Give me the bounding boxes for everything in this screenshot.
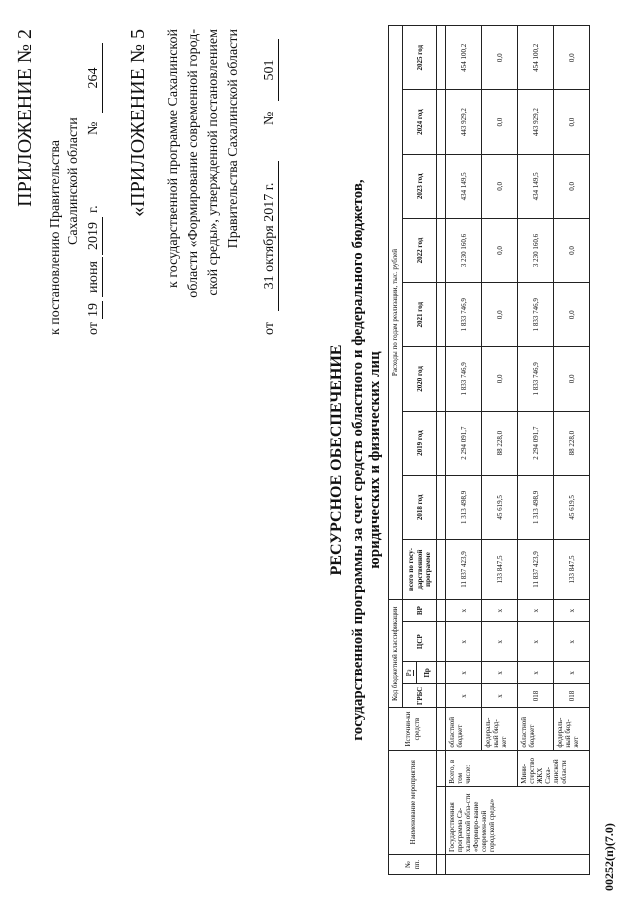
row-total: 133 847,5	[482, 539, 518, 599]
row-csr: x	[518, 622, 554, 662]
row-source: федераль-ный бюд-жет	[554, 708, 590, 750]
row-value-2021: 0,0	[482, 283, 518, 347]
row-value-2019: 88 228,0	[554, 411, 590, 475]
header-vr: ВР	[403, 600, 437, 622]
row-source: федераль-ный бюд-жет	[482, 708, 518, 750]
row-csr: x	[554, 622, 590, 662]
document-subheading-2: юридических и физических лиц	[367, 351, 383, 569]
date-month: июня	[86, 257, 103, 297]
row-value-2018: 1 313 498,9	[446, 475, 482, 539]
row-value-2024: 0,0	[554, 90, 590, 154]
document-number: 264	[86, 43, 103, 113]
header-grbs: ГРБС	[403, 684, 437, 708]
number-label: №	[262, 111, 277, 125]
row-total: 133 847,5	[554, 539, 590, 599]
row-value-2018: 45 619,5	[554, 475, 590, 539]
appendix-2-line-1: к постановлению Правительства	[48, 139, 63, 335]
appendix-5-line-4: Правительства Сахалинской области	[226, 29, 241, 249]
date-prefix: от	[86, 322, 101, 335]
row-grbs: 018	[554, 684, 590, 708]
header-year-2019: 2019 год	[403, 411, 437, 475]
row-value-2021: 1 833 746,9	[446, 283, 482, 347]
resource-table	[388, 25, 590, 875]
header-year-2023: 2023 год	[403, 154, 437, 218]
header-year-2020: 2020 год	[403, 347, 437, 411]
row-source: областной бюджет	[518, 708, 554, 750]
row-value-2025: 454 100,2	[518, 26, 554, 91]
row-value-2025: 0,0	[554, 26, 590, 91]
row-value-2018: 1 313 498,9	[518, 475, 554, 539]
document-serial: 00252(п)(7.0)	[602, 823, 616, 891]
row-value-2023: 0,0	[554, 154, 590, 218]
row-value-2022: 3 230 160,6	[518, 218, 554, 282]
row-csr: x	[446, 622, 482, 662]
column-index-row	[437, 26, 446, 875]
row-value-2019: 2 294 091,7	[518, 411, 554, 475]
row-value-2025: 0,0	[482, 26, 518, 91]
appendix-5-line-3: ской среды», утвержденной постановлением	[206, 29, 221, 296]
row-total: 11 837 423,9	[518, 539, 554, 599]
header-source: Источни-ки средств	[389, 708, 437, 750]
row-value-2019: 2 294 091,7	[446, 411, 482, 475]
date-day: 19	[86, 303, 101, 317]
number-label: №	[86, 121, 101, 135]
header-total: всего по госу-дарственной программе	[403, 539, 437, 599]
date-prefix: от	[262, 322, 277, 335]
row-value-2022: 3 230 160,6	[446, 218, 482, 282]
header-name: Наименование мероприятия	[389, 750, 437, 854]
header-year-2018: 2018 год	[403, 475, 437, 539]
row-rz-pr: x	[554, 662, 590, 684]
document-number: 501	[262, 39, 279, 101]
row-vr: x	[518, 600, 554, 622]
date-year: 2019	[86, 217, 103, 255]
appendix-2-date-line	[86, 29, 104, 335]
row-value-2021: 0,0	[554, 283, 590, 347]
row-value-2025: 454 100,2	[446, 26, 482, 91]
header-year-2025: 2025 год	[403, 26, 437, 91]
header-year-2021: 2021 год	[403, 283, 437, 347]
header-pr: Пр	[417, 662, 437, 684]
row-value-2023: 434 149,5	[518, 154, 554, 218]
table-row	[554, 26, 590, 875]
date-year-suffix: г.	[86, 205, 101, 213]
row-value-2021: 1 833 746,9	[518, 283, 554, 347]
row-grbs: 018	[518, 684, 554, 708]
row-value-2023: 434 149,5	[446, 154, 482, 218]
row-source: областной бюджет	[446, 708, 482, 750]
appendix-5-date-line	[262, 29, 280, 335]
table-row	[446, 26, 482, 875]
table-row	[518, 26, 554, 875]
appendix-5-line-2: области «Формирование современной город-	[186, 29, 201, 298]
row-value-2024: 443 929,2	[518, 90, 554, 154]
header-csr: ЦСР	[403, 622, 437, 662]
header-year-2024: 2024 год	[403, 90, 437, 154]
header-year-2022: 2022 год	[403, 218, 437, 282]
header-num: № пп.	[389, 854, 437, 874]
document-heading: РЕСУРСНОЕ ОБЕСПЕЧЕНИЕ	[328, 344, 345, 576]
row-value-2020: 0,0	[482, 347, 518, 411]
row-value-2018: 45 619,5	[482, 475, 518, 539]
appendix-2-line-2: Сахалинской области	[66, 117, 81, 245]
row-value-2020: 0,0	[554, 347, 590, 411]
row-value-2022: 0,0	[482, 218, 518, 282]
row-grbs: x	[482, 684, 518, 708]
header-rz	[403, 662, 417, 684]
header-budget-code: Код бюджетной классификации	[389, 600, 403, 708]
group-total: Всего, в том числе:	[446, 750, 518, 786]
row-value-2023: 0,0	[482, 154, 518, 218]
row-value-2020: 1 833 746,9	[446, 347, 482, 411]
appendix-5-title: «ПРИЛОЖЕНИЕ № 5	[127, 29, 149, 217]
date-full: 31 октября 2017 г.	[262, 161, 279, 311]
row-total: 11 837 423,9	[446, 539, 482, 599]
header-expenses: Расходы по годам реализации, тыс. рублей	[389, 26, 403, 600]
row-value-2024: 0,0	[482, 90, 518, 154]
document-subheading-1: государственной программы за счет средств областного и федерального бюджетов,	[350, 179, 366, 741]
row-csr: x	[482, 622, 518, 662]
program-name: Государственная программа Са-халинской обла-сти «Формиро-вание современ-ной городской среды»	[446, 786, 590, 854]
row-value-2024: 443 929,2	[446, 90, 482, 154]
group-ministry: Мини-стерство ЖКХ Саха-линской области	[518, 750, 590, 786]
row-rz-pr: x	[518, 662, 554, 684]
header-rz-label: Рз	[405, 669, 413, 677]
appendix-2-title: ПРИЛОЖЕНИЕ № 2	[14, 29, 36, 207]
row-value-2022: 0,0	[554, 218, 590, 282]
row-vr: x	[482, 600, 518, 622]
row-rz-pr: x	[482, 662, 518, 684]
rotated-document-page	[10, 25, 620, 895]
table-row	[482, 26, 518, 875]
row-vr: x	[554, 600, 590, 622]
row-value-2019: 88 228,0	[482, 411, 518, 475]
row-value-2020: 1 833 746,9	[518, 347, 554, 411]
row-grbs: x	[446, 684, 482, 708]
row-rz-pr: x	[446, 662, 482, 684]
row-vr: x	[446, 600, 482, 622]
row-num	[446, 854, 590, 874]
appendix-5-line-1: к государственной программе Сахалинской	[166, 29, 181, 288]
